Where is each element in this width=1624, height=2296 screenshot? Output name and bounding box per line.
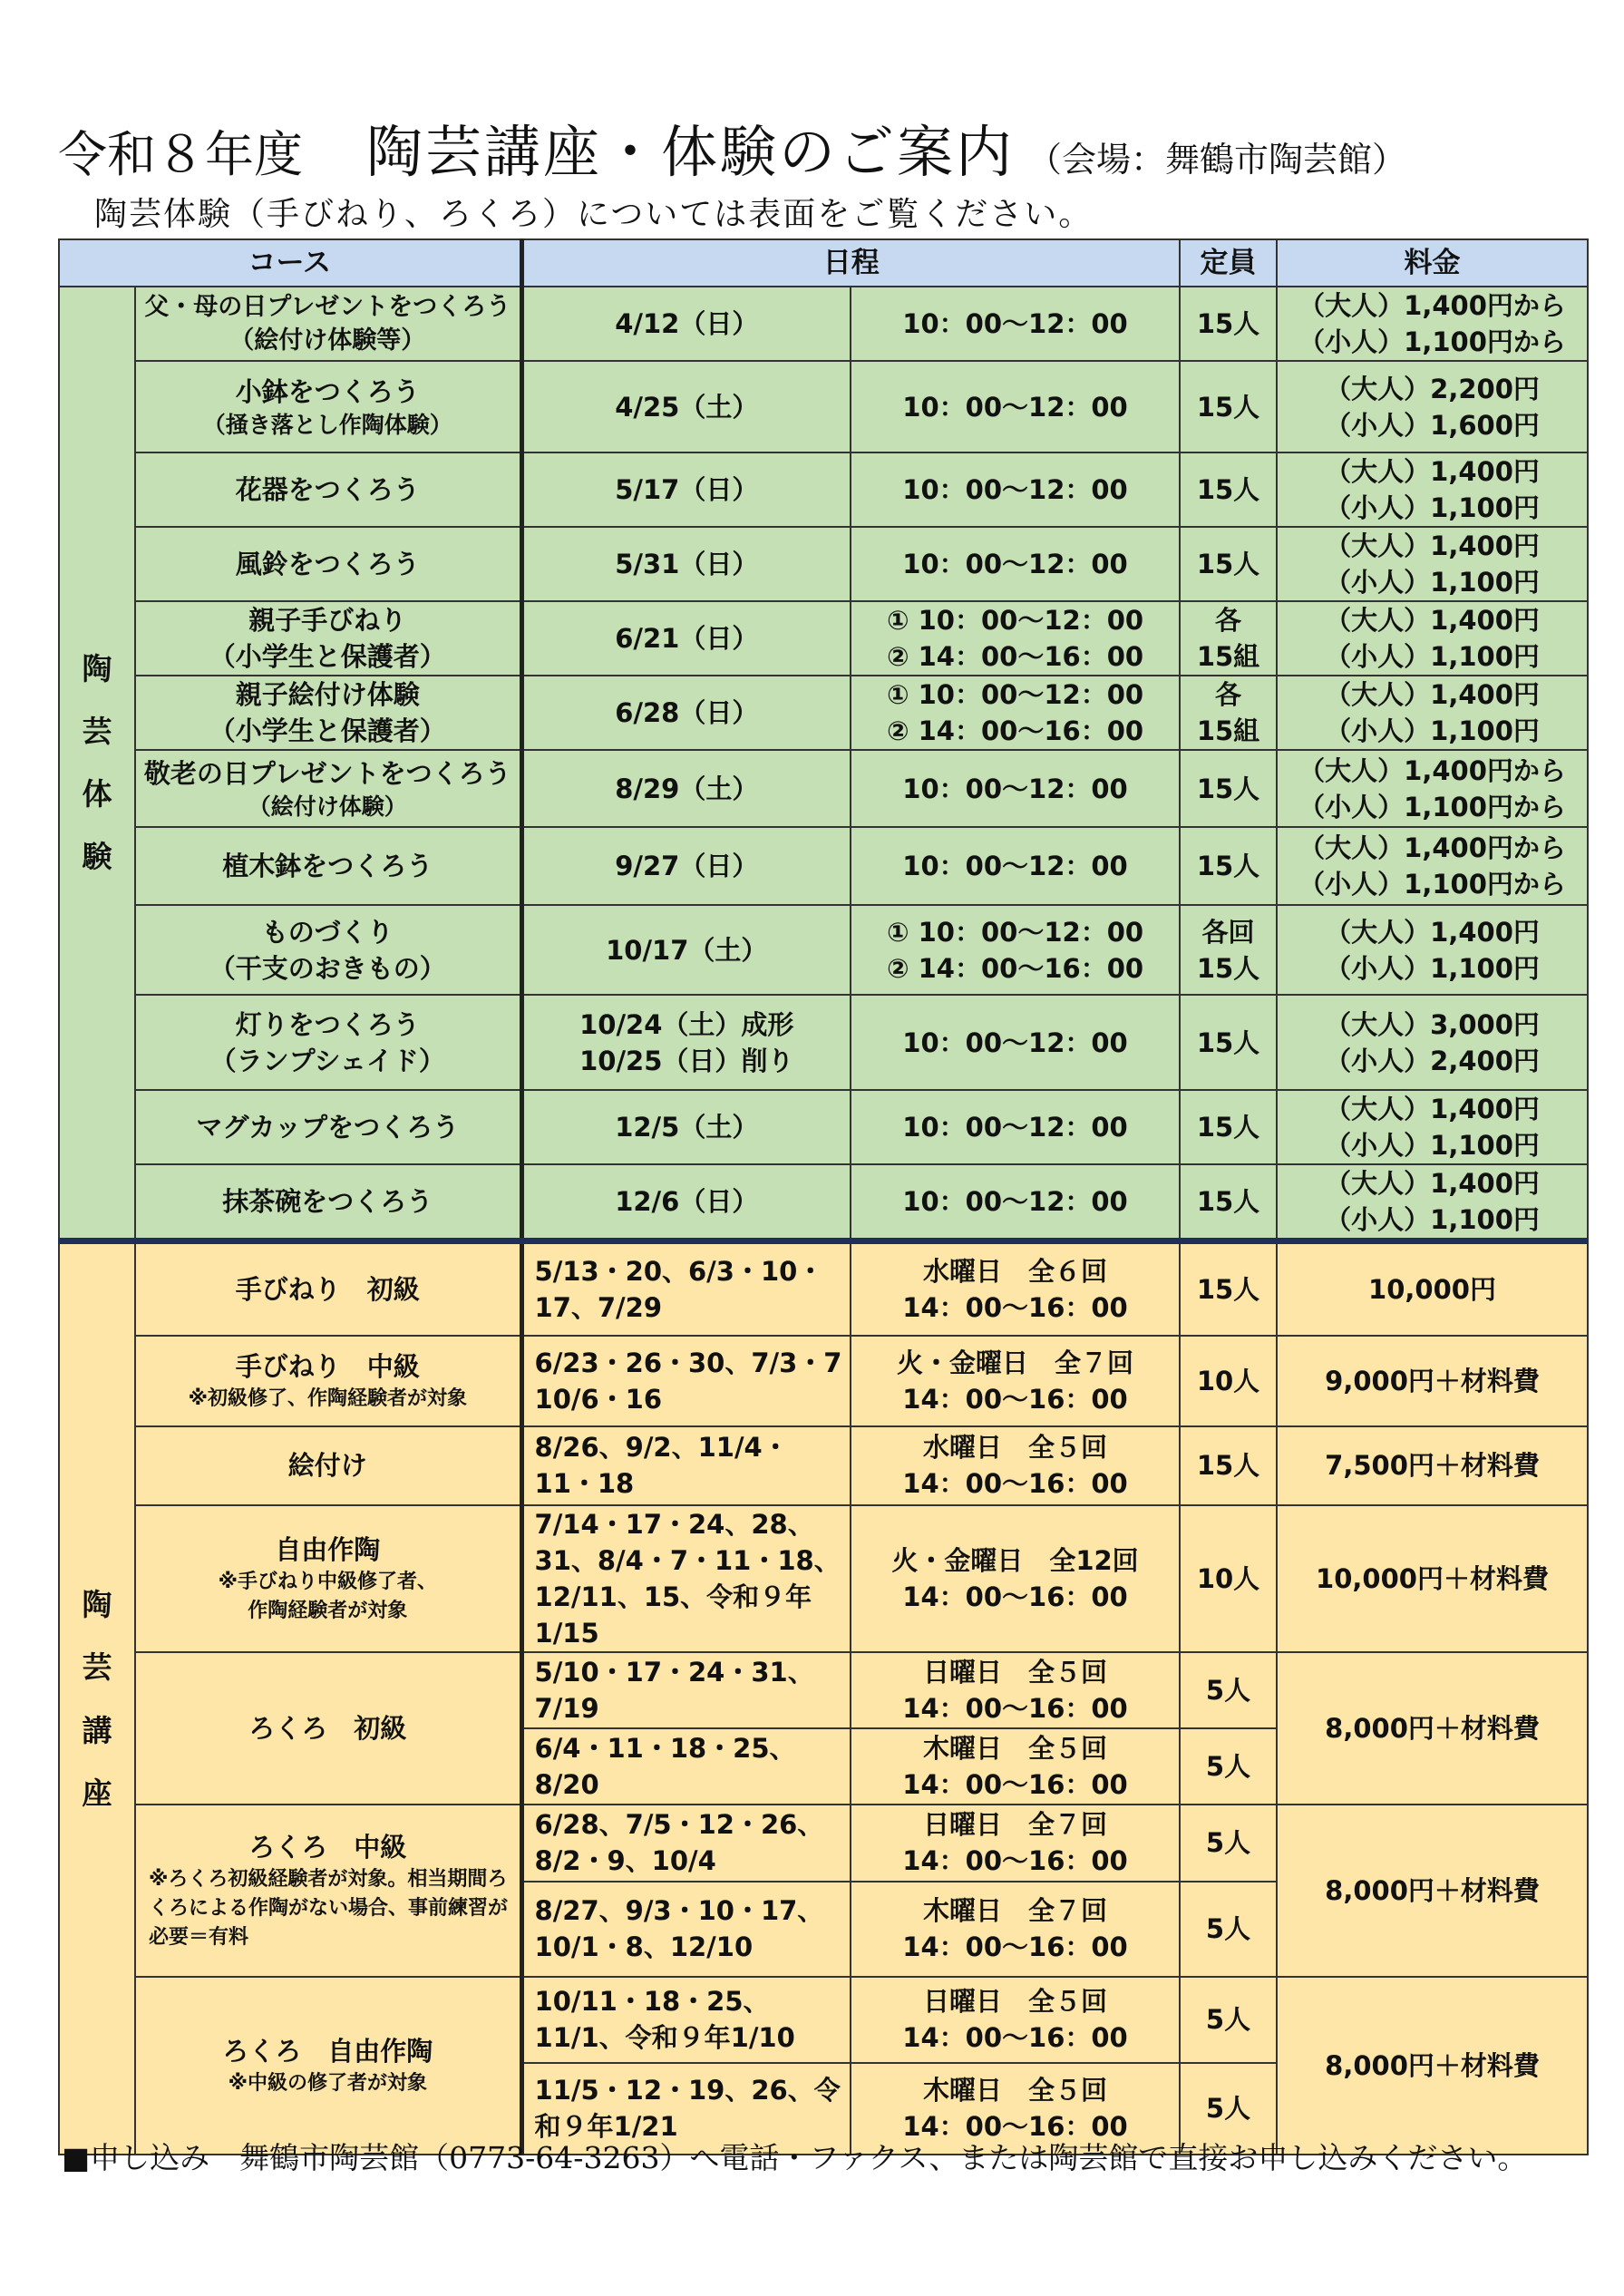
course-date: 9/27（日） — [521, 827, 851, 905]
course-name: 植木鉢をつくろう — [135, 827, 521, 905]
course-fee: 8,000円＋材料費 — [1277, 1805, 1588, 1977]
course-fee: 7,500円＋材料費 — [1277, 1426, 1588, 1505]
table-row — [59, 995, 1588, 1090]
category-experience: 陶芸体験 — [59, 287, 135, 1241]
table-row — [59, 1336, 1588, 1426]
course-time: 10：00〜12：00 — [851, 995, 1180, 1090]
course-days: 水曜日 全５回 14：00〜16：00 — [851, 1426, 1180, 1505]
course-name: 花器をつくろう — [135, 452, 521, 527]
course-dates: 6/23・26・30、7/3・7 10/6・16 — [521, 1336, 851, 1426]
course-name: 小鉢をつくろう （掻き落とし作陶体験） — [135, 361, 521, 452]
course-fee: 10,000円＋材料費 — [1277, 1505, 1588, 1652]
course-date: 5/31（日） — [521, 527, 851, 601]
course-dates: 8/27、9/3・10・17、10/1・8、12/10 — [521, 1882, 851, 1977]
course-date: 10/24（土）成形 10/25（日）削り — [521, 995, 851, 1090]
course-name: 親子手びねり （小学生と保護者） — [135, 601, 521, 676]
course-fee: 10,000円 — [1277, 1241, 1588, 1336]
course-time: 10：00〜12：00 — [851, 361, 1180, 452]
course-name: ろくろ 初級 — [135, 1652, 521, 1805]
course-capacity: 5人 — [1180, 1805, 1277, 1882]
course-capacity: 15人 — [1180, 1090, 1277, 1164]
course-dates: 5/10・17・24・31、7/19 — [521, 1652, 851, 1728]
course-fee: （大人）1,400円 （小人）1,100円 — [1277, 527, 1588, 601]
course-capacity: 5人 — [1180, 1652, 1277, 1728]
table-row — [59, 1805, 1588, 1882]
course-time: 10：00〜12：00 — [851, 287, 1180, 361]
course-dates: 10/11・18・25、11/1、令和９年1/10 — [521, 1977, 851, 2063]
course-time: ① 10：00〜12：00 ② 14：00〜16：00 — [851, 905, 1180, 995]
course-time: 10：00〜12：00 — [851, 1090, 1180, 1164]
course-fee: （大人）3,000円 （小人）2,400円 — [1277, 995, 1588, 1090]
course-name: 敬老の日プレゼントをつくろう （絵付け体験） — [135, 750, 521, 827]
course-dates: 8/26、9/2、11/4・11・18 — [521, 1426, 851, 1505]
table-row — [59, 750, 1588, 827]
table-row — [59, 676, 1588, 750]
course-name: 風鈴をつくろう — [135, 527, 521, 601]
table-row — [59, 287, 1588, 361]
course-fee: （大人）1,400円から （小人）1,100円から — [1277, 287, 1588, 361]
course-days: 日曜日 全５回 14：00〜16：00 — [851, 1652, 1180, 1728]
table-row — [59, 452, 1588, 527]
table-row — [59, 1426, 1588, 1505]
course-name: 灯りをつくろう （ランプシェイド） — [135, 995, 521, 1090]
course-capacity: 10人 — [1180, 1336, 1277, 1426]
course-capacity: 15人 — [1180, 827, 1277, 905]
course-capacity: 15人 — [1180, 1426, 1277, 1505]
header-fee: 料金 — [1277, 239, 1588, 287]
course-capacity: 5人 — [1180, 2063, 1277, 2155]
course-capacity: 15人 — [1180, 361, 1277, 452]
table-row — [59, 527, 1588, 601]
course-time: 10：00〜12：00 — [851, 750, 1180, 827]
course-dates: 7/14・17・24、28、31、8/4・7・11・18、12/11、15、令和９年1/15 — [521, 1505, 851, 1652]
course-fee: （大人）1,400円 （小人）1,100円 — [1277, 1090, 1588, 1164]
course-capacity: 5人 — [1180, 1882, 1277, 1977]
course-fee: （大人）1,400円 （小人）1,100円 — [1277, 601, 1588, 676]
course-dates: 5/13・20、6/3・10・17、7/29 — [521, 1241, 851, 1336]
table-row — [59, 1652, 1588, 1728]
course-fee: （大人）1,400円 （小人）1,100円 — [1277, 905, 1588, 995]
course-time: 10：00〜12：00 — [851, 1164, 1180, 1241]
course-time: 10：00〜12：00 — [851, 827, 1180, 905]
course-time: 10：00〜12：00 — [851, 527, 1180, 601]
course-date: 12/5（土） — [521, 1090, 851, 1164]
title-venue: （会場：舞鶴市陶芸館） — [1027, 140, 1407, 180]
course-fee: （大人）1,400円 （小人）1,100円 — [1277, 1164, 1588, 1241]
table-row — [59, 361, 1588, 452]
course-name: 絵付け — [135, 1426, 521, 1505]
course-capacity: 各回 15人 — [1180, 905, 1277, 995]
category-courses: 陶芸講座 — [59, 1241, 135, 2155]
course-capacity: 各 15組 — [1180, 676, 1277, 750]
table-row — [59, 1977, 1588, 2063]
course-name: 抹茶碗をつくろう — [135, 1164, 521, 1241]
course-date: 4/25（土） — [521, 361, 851, 452]
course-name: マグカップをつくろう — [135, 1090, 521, 1164]
table-row — [59, 1090, 1588, 1164]
course-fee: （大人）1,400円 （小人）1,100円 — [1277, 452, 1588, 527]
course-capacity: 10人 — [1180, 1505, 1277, 1652]
course-capacity: 5人 — [1180, 1977, 1277, 2063]
course-days: 日曜日 全７回 14：00〜16：00 — [851, 1805, 1180, 1882]
course-date: 6/28（日） — [521, 676, 851, 750]
course-date: 8/29（土） — [521, 750, 851, 827]
table-row — [59, 1164, 1588, 1241]
course-days: 木曜日 全５回 14：00〜16：00 — [851, 2063, 1180, 2155]
course-fee: （大人）1,400円から （小人）1,100円から — [1277, 827, 1588, 905]
course-date: 12/6（日） — [521, 1164, 851, 1241]
course-time: 10：00〜12：00 — [851, 452, 1180, 527]
course-date: 6/21（日） — [521, 601, 851, 676]
course-capacity: 15人 — [1180, 527, 1277, 601]
course-date: 5/17（日） — [521, 452, 851, 527]
course-dates: 6/4・11・18・25、8/20 — [521, 1728, 851, 1805]
header-course: コース — [59, 239, 521, 287]
course-days: 日曜日 全５回 14：00〜16：00 — [851, 1977, 1180, 2063]
table-row — [59, 1241, 1588, 1336]
course-days: 木曜日 全７回 14：00〜16：00 — [851, 1882, 1180, 1977]
subtitle: 陶芸体験（手びねり、ろくろ）については表面をご覧ください。 — [94, 196, 1094, 233]
course-fee: 8,000円＋材料費 — [1277, 1977, 1588, 2155]
course-fee: 9,000円＋材料費 — [1277, 1336, 1588, 1426]
course-name: 親子絵付け体験 （小学生と保護者） — [135, 676, 521, 750]
table-row — [59, 1505, 1588, 1652]
page-title — [58, 107, 1406, 189]
course-dates: 11/5・12・19、26、令和９年1/21 — [521, 2063, 851, 2155]
course-date: 10/17（土） — [521, 905, 851, 995]
course-capacity: 15人 — [1180, 452, 1277, 527]
footer-application-note: ■申し込み 舞鶴市陶芸館（0773-64-3263）へ電話・ファクス、または陶芸館で直接お申し込みください。 — [62, 2140, 1528, 2175]
course-days: 火・金曜日 全12回 14：00〜16：00 — [851, 1505, 1180, 1652]
course-fee: 8,000円＋材料費 — [1277, 1652, 1588, 1805]
title-main: 陶芸講座・体験のご案内 — [366, 119, 1016, 185]
header-capacity: 定員 — [1180, 239, 1277, 287]
course-capacity: 各 15組 — [1180, 601, 1277, 676]
course-capacity: 15人 — [1180, 1164, 1277, 1241]
course-name: 自由作陶 ※手びねり中級修了者、 作陶経験者が対象 — [135, 1505, 521, 1652]
course-days: 木曜日 全５回 14：00〜16：00 — [851, 1728, 1180, 1805]
table-row — [59, 905, 1588, 995]
course-name: ろくろ 中級 ※ろくろ初級経験者が対象。相当期間ろくろによる作陶がない場合、事前練習が必要＝有料 — [135, 1805, 521, 1977]
course-name: 手びねり 初級 — [135, 1241, 521, 1336]
course-capacity: 15人 — [1180, 287, 1277, 361]
course-name: 父・母の日プレゼントをつくろう（絵付け体験等） — [135, 287, 521, 361]
course-capacity: 15人 — [1180, 995, 1277, 1090]
schedule-table — [58, 238, 1589, 2155]
header-schedule: 日程 — [521, 239, 1180, 287]
course-name: ろくろ 自由作陶 ※中級の修了者が対象 — [135, 1977, 521, 2155]
course-capacity: 15人 — [1180, 750, 1277, 827]
table-row — [59, 601, 1588, 676]
course-days: 水曜日 全６回 14：00〜16：00 — [851, 1241, 1180, 1336]
course-name: ものづくり （干支のおきもの） — [135, 905, 521, 995]
title-year: 令和８年度 — [58, 126, 303, 183]
course-dates: 6/28、7/5・12・26、8/2・9、10/4 — [521, 1805, 851, 1882]
course-fee: （大人）1,400円 （小人）1,100円 — [1277, 676, 1588, 750]
course-fee: （大人）1,400円から （小人）1,100円から — [1277, 750, 1588, 827]
course-name: 手びねり 中級 ※初級修了、作陶経験者が対象 — [135, 1336, 521, 1426]
course-capacity: 5人 — [1180, 1728, 1277, 1805]
course-date: 4/12（日） — [521, 287, 851, 361]
course-time: ① 10：00〜12：00 ② 14：00〜16：00 — [851, 676, 1180, 750]
course-capacity: 15人 — [1180, 1241, 1277, 1336]
table-row — [59, 827, 1588, 905]
course-days: 火・金曜日 全７回 14：00〜16：00 — [851, 1336, 1180, 1426]
course-time: ① 10：00〜12：00 ② 14：00〜16：00 — [851, 601, 1180, 676]
course-fee: （大人）2,200円 （小人）1,600円 — [1277, 361, 1588, 452]
